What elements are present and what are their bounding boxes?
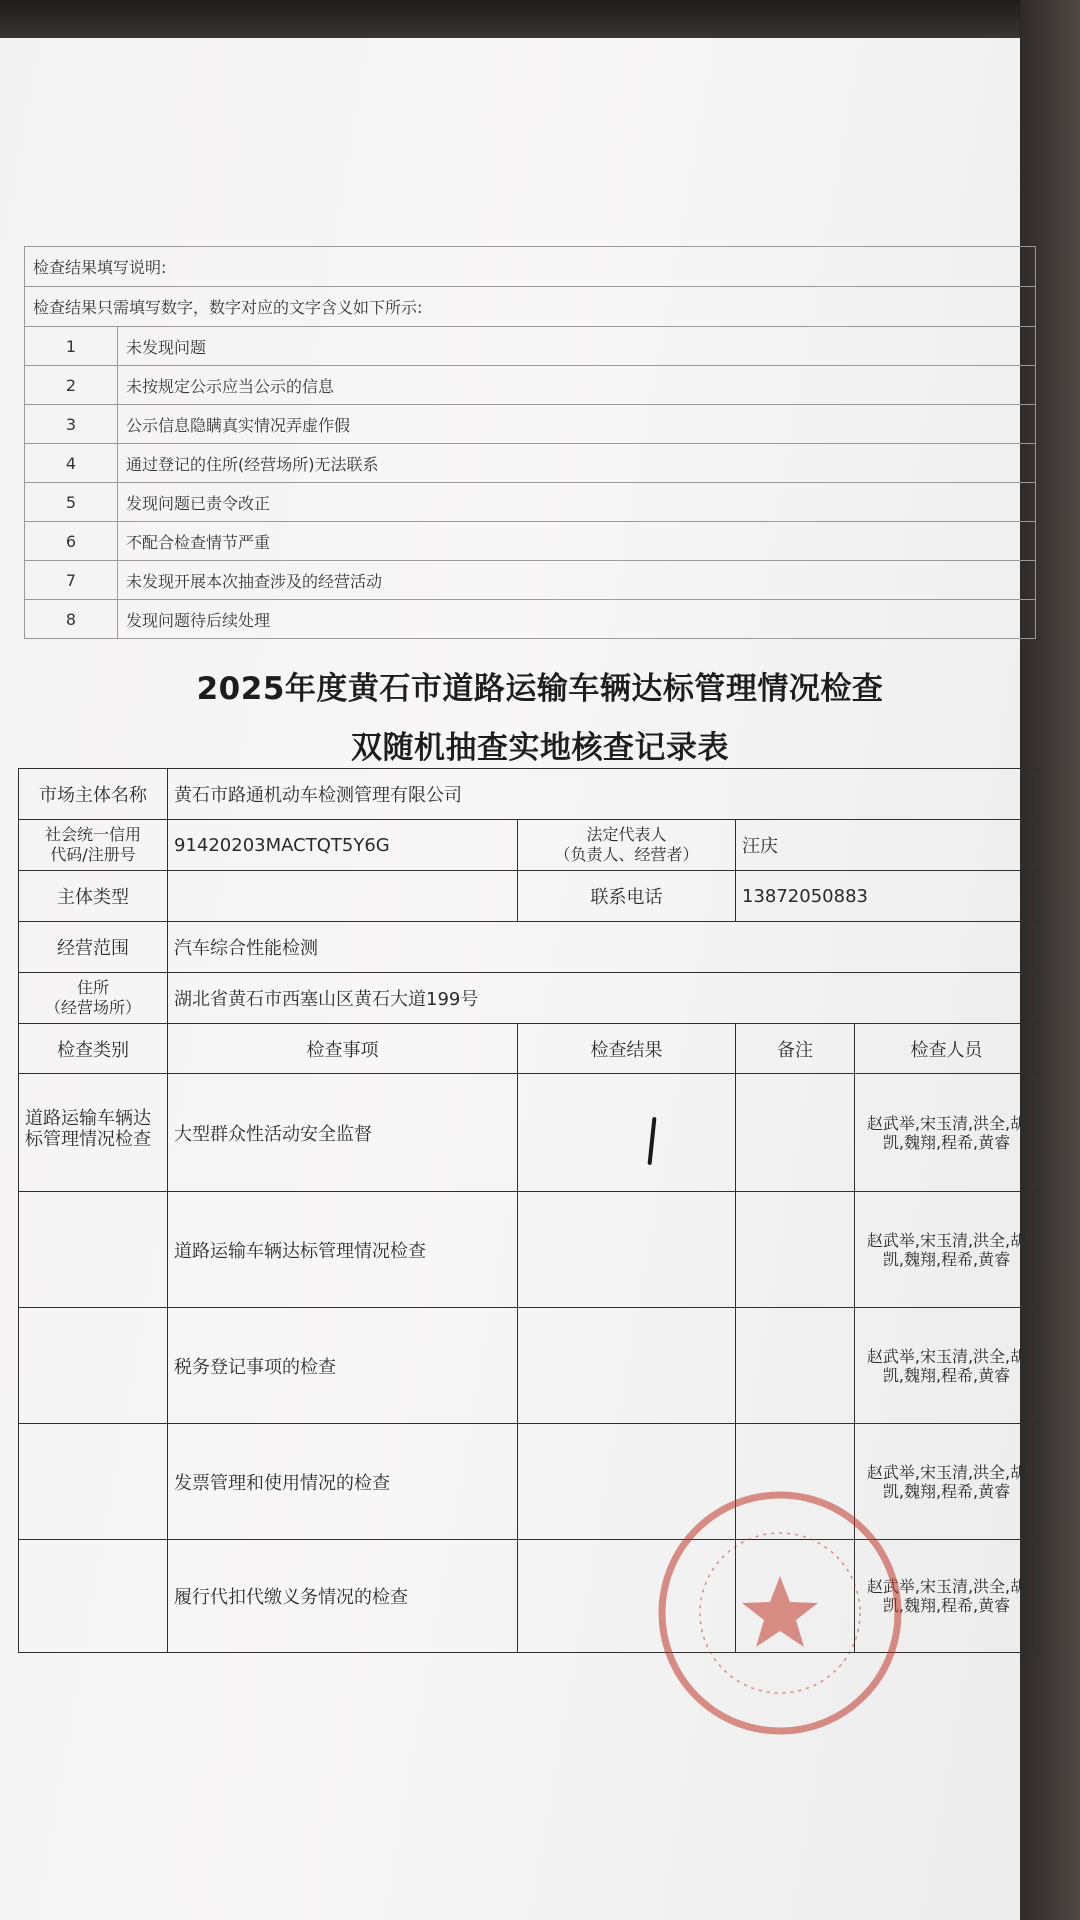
legend-heading: 检查结果填写说明: — [25, 247, 1036, 287]
address-label-line1: 住所 — [76, 978, 109, 997]
document-title: 2025年度黄石市道路运输车辆达标管理情况检查 — [196, 671, 884, 707]
legend-instruction: 检查结果只需填写数字，数字对应的文字含义如下所示: — [25, 287, 1036, 327]
inspection-item: 发票管理和使用情况的检查 — [168, 1424, 518, 1540]
inspection-inspectors: 赵武举,宋玉清,洪全,胡凯,魏翔,程希,黄睿 — [855, 1424, 1039, 1540]
header-result: 检查结果 — [518, 1024, 736, 1074]
inspection-inspectors: 赵武举,宋玉清,洪全,胡凯,魏翔,程希,黄睿 — [855, 1540, 1039, 1653]
legend-row — [25, 483, 1036, 522]
entity-name-value: 黄石市路通机动车检测管理有限公司 — [168, 769, 1039, 820]
address-label-line2: （经营场所） — [44, 998, 141, 1017]
inspection-result-value — [524, 1138, 525, 1139]
legend-row — [25, 327, 1036, 366]
credit-code-value: 91420203MACTQT5Y6G — [168, 820, 518, 871]
inspection-item: 道路运输车辆达标管理情况检查 — [168, 1192, 518, 1308]
legend-code: 7 — [25, 561, 118, 600]
inspection-item: 履行代扣代缴义务情况的检查 — [168, 1540, 518, 1653]
business-scope-value: 汽车综合性能检测 — [168, 922, 1039, 973]
legal-rep-label-line2: （负责人、经营者） — [554, 845, 699, 864]
legend-code: 6 — [25, 522, 118, 561]
legend-row — [25, 366, 1036, 405]
legal-rep-label-line1: 法定代表人 — [586, 825, 667, 844]
entity-type-label: 主体类型 — [19, 871, 168, 922]
legend-meaning: 发现问题已责令改正 — [118, 483, 1036, 522]
legend-meaning: 不配合检查情节严重 — [118, 522, 1036, 561]
legend-meaning: 未按规定公示应当公示的信息 — [118, 366, 1036, 405]
legend-row — [25, 405, 1036, 444]
entity-type-value — [168, 871, 518, 922]
inspection-category — [19, 1540, 168, 1653]
table-row — [19, 1308, 1039, 1424]
official-seal-stamp — [655, 1488, 905, 1738]
header-inspectors: 检查人员 — [855, 1024, 1039, 1074]
legend-meaning: 未发现开展本次抽查涉及的经营活动 — [118, 561, 1036, 600]
inspection-item: 税务登记事项的检查 — [168, 1308, 518, 1424]
legend-code: 5 — [25, 483, 118, 522]
inspection-result — [518, 1192, 736, 1308]
result-legend-table — [24, 246, 1036, 639]
legend-code: 1 — [25, 327, 118, 366]
table-row — [19, 1074, 1039, 1192]
phone-value: 13872050883 — [736, 871, 1039, 922]
credit-code-label-line2: 代码/注册号 — [50, 845, 136, 864]
legend-code: 4 — [25, 444, 118, 483]
header-remark: 备注 — [736, 1024, 855, 1074]
inspection-inspectors: 赵武举,宋玉清,洪全,胡凯,魏翔,程希,黄睿 — [855, 1308, 1039, 1424]
entity-name-label: 市场主体名称 — [19, 769, 168, 820]
legend-code: 2 — [25, 366, 118, 405]
legend-meaning: 未发现问题 — [118, 327, 1036, 366]
phone-label: 联系电话 — [518, 871, 736, 922]
inspection-result — [518, 1308, 736, 1424]
business-scope-label: 经营范围 — [19, 922, 168, 973]
inspection-item: 大型群众性活动安全监督 — [168, 1074, 518, 1192]
inspection-category — [19, 1192, 168, 1308]
inspection-result — [518, 1074, 736, 1192]
inspection-category — [19, 1424, 168, 1540]
legal-rep-value: 汪庆 — [736, 820, 1039, 871]
credit-code-label-line1: 社会统一信用 — [44, 825, 141, 844]
legend-meaning: 通过登记的住所(经营场所)无法联系 — [118, 444, 1036, 483]
inspection-inspectors: 赵武举,宋玉清,洪全,胡凯,魏翔,程希,黄睿 — [855, 1192, 1039, 1308]
header-category: 检查类别 — [19, 1024, 168, 1074]
document-subtitle: 双随机抽查实地核查记录表 — [351, 730, 729, 766]
legend-row — [25, 522, 1036, 561]
inspection-category: 道路运输车辆达标管理情况检查 — [19, 1074, 168, 1192]
table-row — [19, 1192, 1039, 1308]
legend-meaning: 发现问题待后续处理 — [118, 600, 1036, 639]
address-label — [19, 973, 168, 1024]
inspection-remark — [736, 1308, 855, 1424]
address-value: 湖北省黄石市西塞山区黄石大道199号 — [168, 973, 1039, 1024]
legend-row — [25, 600, 1036, 639]
seal-star-icon — [742, 1576, 818, 1647]
inspection-inspectors: 赵武举,宋玉清,洪全,胡凯,魏翔,程希,黄睿 — [855, 1074, 1039, 1192]
header-item: 检查事项 — [168, 1024, 518, 1074]
legend-code: 3 — [25, 405, 118, 444]
legal-rep-label — [518, 820, 736, 871]
legend-row — [25, 561, 1036, 600]
legend-meaning: 公示信息隐瞒真实情况弄虚作假 — [118, 405, 1036, 444]
inspection-remark — [736, 1074, 855, 1192]
inspection-remark — [736, 1192, 855, 1308]
credit-code-label — [19, 820, 168, 871]
inspection-category — [19, 1308, 168, 1424]
legend-code: 8 — [25, 600, 118, 639]
legend-row — [25, 444, 1036, 483]
